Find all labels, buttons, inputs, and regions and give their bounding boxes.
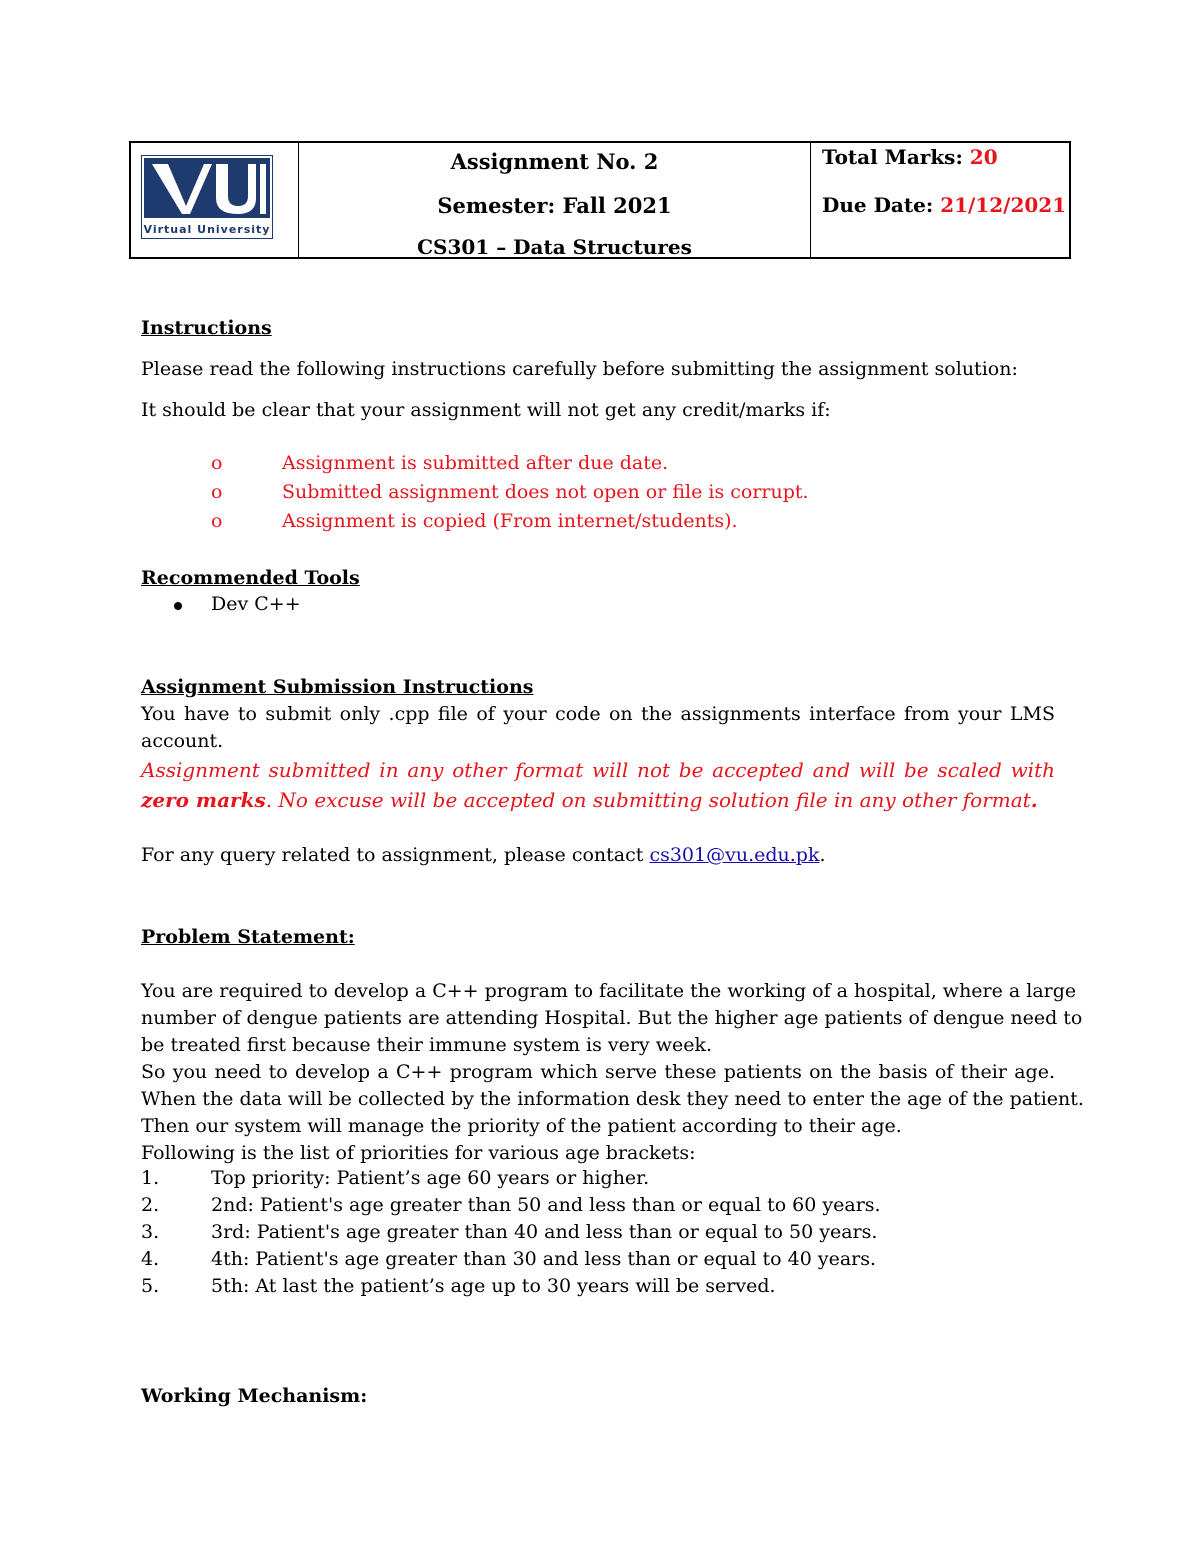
contact-email-link[interactable]: cs301@vu.edu.pk bbox=[649, 844, 820, 866]
vu-logo bbox=[141, 155, 273, 239]
logo-cell bbox=[131, 143, 299, 257]
due-date-label: Due Date: bbox=[822, 193, 941, 217]
problem-line: You are required to develop a C++ program to facilitate the working of a hospital, where a large bbox=[141, 980, 1077, 1002]
tool-item: Dev C++ bbox=[211, 593, 301, 615]
priority-number: 2. bbox=[141, 1194, 160, 1216]
format-warning bbox=[141, 755, 1055, 815]
submission-heading: Assignment Submission Instructions bbox=[141, 676, 534, 698]
format-warning-rest: . No excuse will be accepted on submitting solution file in any other format bbox=[265, 788, 1031, 812]
assignment-title: Assignment No. 2 bbox=[450, 149, 659, 174]
query-end: . bbox=[819, 844, 826, 866]
bullet-marker: o bbox=[211, 452, 223, 474]
bullet-marker: o bbox=[211, 510, 223, 532]
zero-marks-text: zero marks bbox=[141, 788, 266, 812]
due-date bbox=[822, 193, 1066, 217]
bullet-marker: o bbox=[211, 481, 223, 503]
problem-paragraph-2 bbox=[141, 1059, 1084, 1167]
priority-item: Top priority: Patient’s age 60 years or higher. bbox=[211, 1167, 650, 1189]
due-date-value: 21/12/2021 bbox=[940, 193, 1067, 217]
instructions-heading: Instructions bbox=[141, 317, 272, 339]
title-cell bbox=[299, 143, 811, 257]
course-label: CS301 – Data Structures bbox=[417, 235, 692, 259]
problem-line: number of dengue patients are attending Hospital. But the higher age patients of dengue need to bbox=[141, 1007, 1083, 1029]
priority-item: 4th: Patient's age greater than 30 and less than or equal to 40 years. bbox=[211, 1248, 877, 1270]
problem-line: Following is the list of priorities for various age brackets: bbox=[141, 1142, 696, 1164]
priority-item: 3rd: Patient's age greater than 40 and less than or equal to 50 years. bbox=[211, 1221, 878, 1243]
tools-heading: Recommended Tools bbox=[141, 567, 360, 589]
instructions-line-2: It should be clear that your assignment will not get any credit/marks if: bbox=[141, 399, 831, 421]
problem-line: be treated first because their immune system is very week. bbox=[141, 1034, 713, 1056]
priority-item: 5th: At last the patient’s age up to 30 years will be served. bbox=[211, 1275, 776, 1297]
total-marks bbox=[822, 145, 998, 169]
logo-subtitle: Virtual University bbox=[143, 223, 271, 236]
format-warning-line-2 bbox=[141, 785, 1055, 815]
priority-number: 5. bbox=[141, 1275, 160, 1297]
problem-line: Then our system will manage the priority of the patient according to their age. bbox=[141, 1115, 902, 1137]
query-line bbox=[141, 844, 826, 866]
problem-heading: Problem Statement: bbox=[141, 926, 355, 948]
semester-label: Semester: Fall 2021 bbox=[437, 193, 672, 218]
total-marks-value: 20 bbox=[969, 145, 998, 169]
priority-item: 2nd: Patient's age greater than 50 and less than or equal to 60 years. bbox=[211, 1194, 881, 1216]
priority-number: 3. bbox=[141, 1221, 160, 1243]
query-text: For any query related to assignment, please contact bbox=[141, 844, 650, 866]
list-item: Assignment is submitted after due date. bbox=[282, 452, 669, 474]
bullet-dot bbox=[174, 602, 182, 610]
list-item: Assignment is copied (From internet/students). bbox=[282, 510, 738, 532]
priority-number: 4. bbox=[141, 1248, 160, 1270]
list-item: Submitted assignment does not open or file is corrupt. bbox=[282, 481, 809, 503]
instructions-line-1: Please read the following instructions carefully before submitting the assignment solution: bbox=[141, 358, 1018, 380]
problem-paragraph-1 bbox=[141, 978, 1083, 1059]
submission-paragraph bbox=[141, 701, 1055, 755]
total-marks-label: Total Marks: bbox=[822, 145, 970, 169]
format-warning-end: . bbox=[1030, 788, 1038, 812]
marks-cell bbox=[811, 143, 1069, 257]
submission-line-2: account. bbox=[141, 730, 224, 752]
submission-line-1: You have to submit only .cpp file of your code on the assignments interface from your LMS bbox=[141, 703, 1055, 725]
problem-line: When the data will be collected by the information desk they need to enter the age of the patient. bbox=[141, 1088, 1084, 1110]
priority-number: 1. bbox=[141, 1167, 160, 1189]
mechanism-heading: Working Mechanism: bbox=[141, 1385, 368, 1407]
problem-line: So you need to develop a C++ program which serve these patients on the basis of their age. bbox=[141, 1061, 1055, 1083]
header-table bbox=[129, 141, 1071, 259]
format-warning-line-1: Assignment submitted in any other format will not be accepted and will be scaled with bbox=[141, 758, 1055, 782]
